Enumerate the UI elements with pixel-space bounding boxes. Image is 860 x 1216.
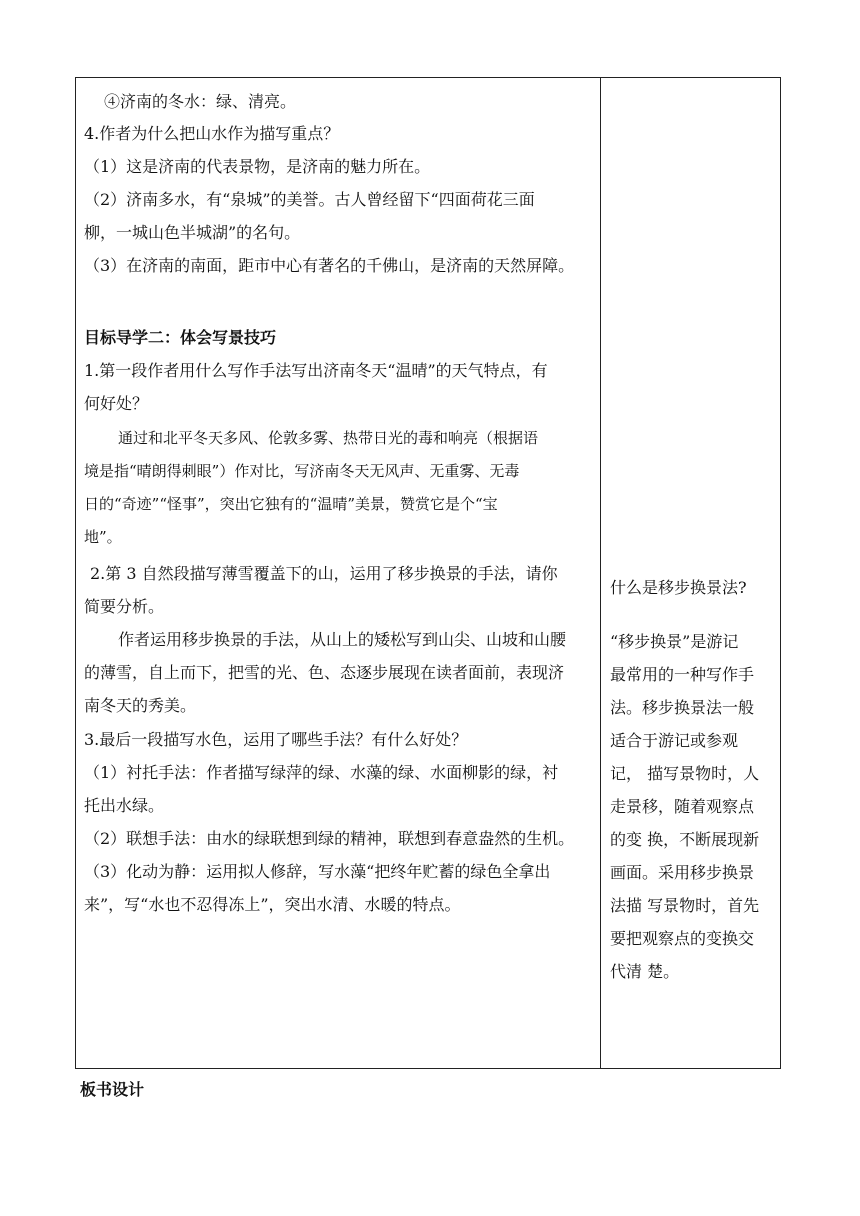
left-line: 简要分析。 [84, 597, 165, 616]
right-line: 适合于游记或参观 [610, 731, 739, 750]
left-line: 托出水绿。 [84, 796, 165, 815]
right-line: 要把观察点的变换交 [610, 929, 755, 948]
right-line: 画面。采用移步换景 [610, 863, 755, 882]
right-line: 法描 写景物时，首先 [610, 896, 760, 915]
left-line: 3.最后一段描写水色，运用了哪些手法？有什么好处？ [84, 730, 468, 749]
left-line: （2）济南多水，有“泉城”的美誉。古人曾经留下“四面荷花三面 [84, 190, 535, 209]
right-line: 走景移，随着观察点 [610, 797, 755, 816]
left-line: 1.第一段作者用什么写作手法写出济南冬天“温晴”的天气特点，有 [84, 361, 548, 380]
left-line: ④济南的冬水：绿、清亮。 [104, 92, 297, 111]
left-line: 2.第 3 自然段描写薄雪覆盖下的山，运用了移步换景的手法，请你 [90, 564, 558, 583]
section-heading: 目标导学二：体会写景技巧 [84, 328, 277, 347]
left-line: 4.作者为什么把山水作为描写重点？ [84, 124, 340, 143]
left-line: 地”。 [84, 528, 122, 546]
left-line: 何好处？ [84, 394, 149, 413]
left-line: （3）在济南的南面，距市中心有著名的千佛山，是济南的天然屏障。 [84, 256, 575, 275]
right-line: 代清 楚。 [610, 962, 680, 981]
right-line: 法。移步换景法一般 [610, 698, 755, 717]
left-line: 日的“奇迹”“怪事”，突出它独有的“温晴”美景，赞赏它是个“宝 [84, 495, 498, 513]
left-line: （3）化动为静：运用拟人修辞，写水藻“把终年贮蓄的绿色全拿出 [84, 862, 551, 881]
right-heading: 什么是移步换景法? [610, 578, 747, 597]
column-divider [600, 77, 601, 1069]
right-line: 的变 换，不断展现新 [610, 830, 760, 849]
left-line: 柳，一城山色半城湖”的名句。 [84, 223, 301, 242]
blackboard-design-heading: 板书设计 [80, 1080, 145, 1099]
left-line: 来”，写“水也不忍得冻上”，突出水清、水暖的特点。 [84, 895, 461, 914]
left-line: 通过和北平冬天多风、伦敦多雾、热带日光的毒和响亮（根据语 [118, 429, 539, 447]
right-line: 记， 描写景物时，人 [610, 764, 760, 783]
left-line: （2）联想手法：由水的绿联想到绿的精神，联想到春意盎然的生机。 [84, 829, 575, 848]
left-line: 的薄雪，自上而下，把雪的光、色、态逐步展现在读者面前，表现济 [84, 663, 565, 682]
left-line: 作者运用移步换景的手法，从山上的矮松写到山尖、山坡和山腰 [118, 630, 567, 649]
left-line: （1）这是济南的代表景物，是济南的魅力所在。 [84, 157, 431, 176]
left-line: （1）衬托手法：作者描写绿萍的绿、水藻的绿、水面柳影的绿，衬 [84, 763, 559, 782]
right-line: “移步换景”是游记 [610, 632, 739, 651]
right-line: 最常用的一种写作手 [610, 665, 755, 684]
left-line: 境是指“晴朗得刺眼”）作对比，写济南冬天无风声、无重雾、无毒 [84, 462, 520, 480]
left-line: 南冬天的秀美。 [84, 696, 197, 715]
